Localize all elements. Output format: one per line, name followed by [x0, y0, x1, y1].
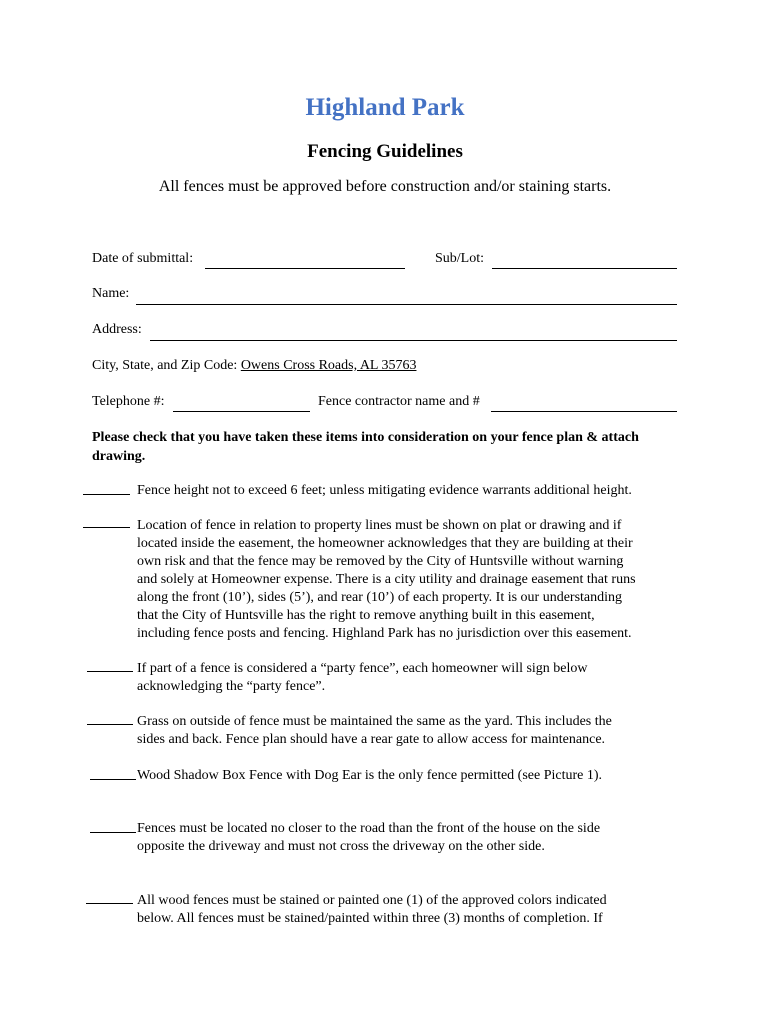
address-label: Address:: [92, 322, 142, 337]
sublot-field[interactable]: [492, 268, 677, 269]
check-blank-4[interactable]: [87, 724, 133, 725]
date-field[interactable]: [205, 268, 405, 269]
date-label: Date of submittal:: [92, 251, 194, 266]
name-field[interactable]: [136, 304, 677, 305]
city-value[interactable]: Owens Cross Roads, AL 35763: [240, 358, 417, 373]
address-field[interactable]: [150, 340, 677, 341]
checklist-item-6: Fences must be located no closer to the road than the front of the house on the side opposite the driveway and must not cross the driveway on the other side.: [137, 821, 601, 854]
checklist-item-2: Location of fence in relation to property lines must be shown on plat or drawing and if located inside the easement, the homeowner acknowledges that they are building at their own risk and that the fence may be removed by the City of Huntsville without warning and solely at Homeowner expense. There is a city utility and drainage easement that runs along the front (10’), sides (5’), and rear (10’) of each property. It is our understanding that the City of Huntsville has the right to remove anything built in this easement, including fence posts and fencing. Highland Park has no jurisdiction over this easement.: [137, 518, 636, 641]
approval-notice: All fences must be approved before construction and/or staining starts.: [158, 178, 612, 195]
telephone-label: Telephone #:: [92, 394, 165, 409]
checklist-item-4: Grass on outside of fence must be maintained the same as the yard. This includes the sides and back. Fence plan should have a rear gate to allow access for maintenance.: [137, 714, 612, 747]
check-blank-6[interactable]: [90, 832, 136, 833]
checklist-item-1: Fence height not to exceed 6 feet; unless mitigating evidence warrants additional height.: [137, 483, 632, 498]
instructions: Please check that you have taken these items into consideration on your fence plan & attach drawing.: [92, 430, 639, 464]
document-subtitle: Fencing Guidelines: [307, 141, 463, 162]
check-blank-7[interactable]: [86, 903, 133, 904]
contractor-label: Fence contractor name and #: [318, 394, 480, 409]
city-row: [92, 358, 416, 374]
checklist-item-5: Wood Shadow Box Fence with Dog Ear is the only fence permitted (see Picture 1).: [137, 768, 603, 783]
name-label: Name:: [92, 286, 130, 301]
checklist-item-7: All wood fences must be stained or painted one (1) of the approved colors indicated below. All fences must be stained/painted within three (3) months of completion. If: [137, 893, 607, 926]
contractor-field[interactable]: [491, 411, 677, 412]
checklist-item-3: If part of a fence is considered a “party fence”, each homeowner will sign below acknowledging the “party fence”.: [137, 661, 588, 694]
check-blank-3[interactable]: [87, 671, 133, 672]
city-label: City, State, and Zip Code:: [92, 358, 238, 373]
sublot-label: Sub/Lot:: [435, 251, 485, 266]
check-blank-2[interactable]: [83, 527, 130, 528]
document-title: Highland Park: [305, 94, 465, 121]
telephone-field[interactable]: [173, 411, 310, 412]
check-blank-1[interactable]: [83, 494, 130, 495]
check-blank-5[interactable]: [90, 779, 136, 780]
